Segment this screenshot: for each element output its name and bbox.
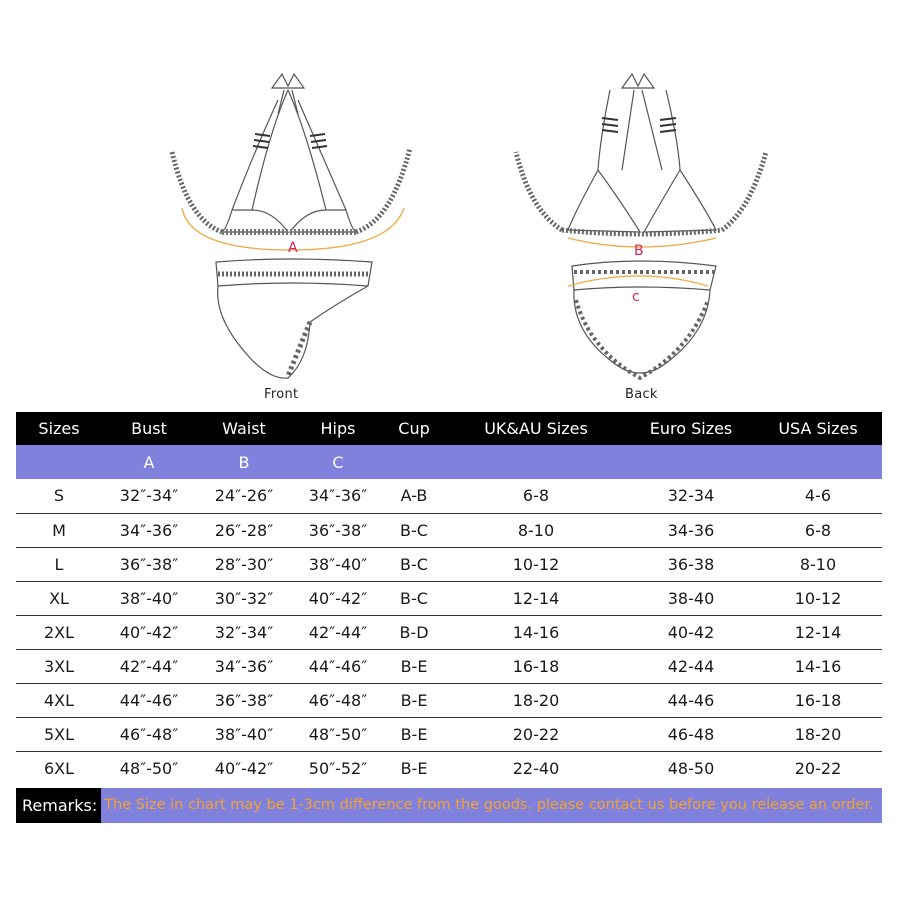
letter-cell: C (332, 452, 344, 472)
table-cell: 48″-50″ (119, 758, 179, 778)
measure-mark-a: A (288, 240, 298, 256)
letter-cell: B (238, 452, 250, 472)
table-cell: 42″-44″ (308, 622, 368, 642)
table-cell: 40″-42″ (119, 622, 179, 642)
table-cell: B-C (400, 554, 428, 574)
table-cell: 22-40 (512, 758, 560, 778)
table-cell: 42-44 (667, 656, 715, 676)
table-cell: 34″-36″ (308, 486, 368, 506)
table-cell: 32″-34″ (119, 486, 179, 506)
table-cell: 5XL (43, 724, 75, 744)
table-cell: B-C (400, 588, 428, 608)
remarks-bar (16, 788, 882, 823)
table-row (16, 615, 882, 649)
table-cell: A-B (400, 486, 428, 506)
table-cell: 12-14 (794, 622, 842, 642)
table-cell: B-D (399, 622, 429, 642)
letter-cell: A (143, 452, 155, 472)
letter-cell (628, 445, 754, 479)
table-cell: B-E (400, 690, 428, 710)
table-cell: 40″-42″ (308, 588, 368, 608)
table-cell: 36-38 (667, 554, 715, 574)
header-cell: USA Sizes (778, 419, 858, 438)
measure-mark-c: c (632, 289, 640, 305)
table-cell: 44″-46″ (308, 656, 368, 676)
table-cell: 4-6 (804, 486, 832, 506)
table-cell: 50″-52″ (308, 758, 368, 778)
table-cell: 32-34 (667, 486, 715, 506)
table-cell: 46″-48″ (308, 690, 368, 710)
table-cell: B-E (400, 758, 428, 778)
table-cell: 2XL (43, 622, 75, 642)
table-cell: 28″-30″ (214, 554, 274, 574)
table-cell: 38″-40″ (308, 554, 368, 574)
header-cell: Euro Sizes (649, 419, 733, 438)
size-rows (16, 479, 882, 785)
header-cell: Waist (222, 419, 266, 438)
remarks-label: Remarks: (16, 788, 101, 823)
table-cell: 34-36 (667, 520, 715, 540)
letter-cell (444, 445, 628, 479)
table-row (16, 513, 882, 547)
table-cell: 16-18 (512, 656, 560, 676)
table-row (16, 751, 882, 785)
table-cell: 36″-38″ (214, 690, 274, 710)
table-row (16, 683, 882, 717)
table-cell: 36″-38″ (308, 520, 368, 540)
table-cell: 42″-44″ (119, 656, 179, 676)
table-cell: 34″-36″ (119, 520, 179, 540)
letter-cell (16, 445, 102, 479)
table-cell: 16-18 (794, 690, 842, 710)
table-cell: 48-50 (667, 758, 715, 778)
measure-mark-b: B (634, 243, 644, 259)
table-row (16, 649, 882, 683)
table-cell: 18-20 (794, 724, 842, 744)
table-cell: 8-10 (799, 554, 837, 574)
table-cell: S (53, 486, 65, 506)
table-cell: 44″-46″ (119, 690, 179, 710)
table-cell: 38″-40″ (119, 588, 179, 608)
table-cell: 20-22 (794, 758, 842, 778)
table-row (16, 581, 882, 615)
table-cell: B-C (400, 520, 428, 540)
table-cell: 38-40 (667, 588, 715, 608)
table-row (16, 547, 882, 581)
header-cell: UK&AU Sizes (484, 419, 588, 438)
table-cell: B-E (400, 724, 428, 744)
table-cell: M (52, 520, 66, 540)
table-cell: 6-8 (804, 520, 832, 540)
measure-letter-row (16, 445, 882, 479)
front-bikini-diagram (160, 60, 430, 390)
table-cell: 8-10 (517, 520, 555, 540)
table-cell: 48″-50″ (308, 724, 368, 744)
header-cell: Bust (131, 419, 167, 438)
table-cell: 32″-34″ (214, 622, 274, 642)
table-cell: 6-8 (522, 486, 550, 506)
table-cell: 10-12 (512, 554, 560, 574)
size-chart-table (16, 412, 882, 785)
table-cell: 38″-40″ (214, 724, 274, 744)
back-label: Back (625, 387, 658, 402)
table-cell: 36″-38″ (119, 554, 179, 574)
table-cell: 46″-48″ (119, 724, 179, 744)
table-cell: 40″-42″ (214, 758, 274, 778)
header-cell: Hips (320, 419, 356, 438)
table-cell: 34″-36″ (214, 656, 274, 676)
table-cell: 6XL (43, 758, 75, 778)
table-cell: 18-20 (512, 690, 560, 710)
table-cell: 20-22 (512, 724, 560, 744)
table-cell: 24″-26″ (214, 486, 274, 506)
table-cell: 46-48 (667, 724, 715, 744)
table-row (16, 479, 882, 513)
table-cell: 14-16 (794, 656, 842, 676)
letter-cell (754, 445, 882, 479)
table-cell: B-E (400, 656, 428, 676)
table-cell: L (54, 554, 64, 574)
table-cell: 26″-28″ (214, 520, 274, 540)
back-bikini-diagram (510, 60, 780, 390)
table-cell: 44-46 (667, 690, 715, 710)
table-cell: 40-42 (667, 622, 715, 642)
table-cell: 12-14 (512, 588, 560, 608)
table-cell: 4XL (43, 690, 75, 710)
table-cell: XL (49, 588, 69, 608)
table-row (16, 717, 882, 751)
table-cell: 30″-32″ (214, 588, 274, 608)
table-cell: 14-16 (512, 622, 560, 642)
header-cell: Cup (398, 419, 430, 438)
remarks-text: The Size in chart may be 1-3cm difference from the goods. please contact us before you release an order. (104, 797, 874, 813)
table-cell: 10-12 (794, 588, 842, 608)
letter-cell (384, 445, 444, 479)
header-row (16, 412, 882, 445)
front-label: Front (264, 387, 299, 402)
header-cell: Sizes (38, 419, 80, 438)
table-cell: 3XL (43, 656, 75, 676)
